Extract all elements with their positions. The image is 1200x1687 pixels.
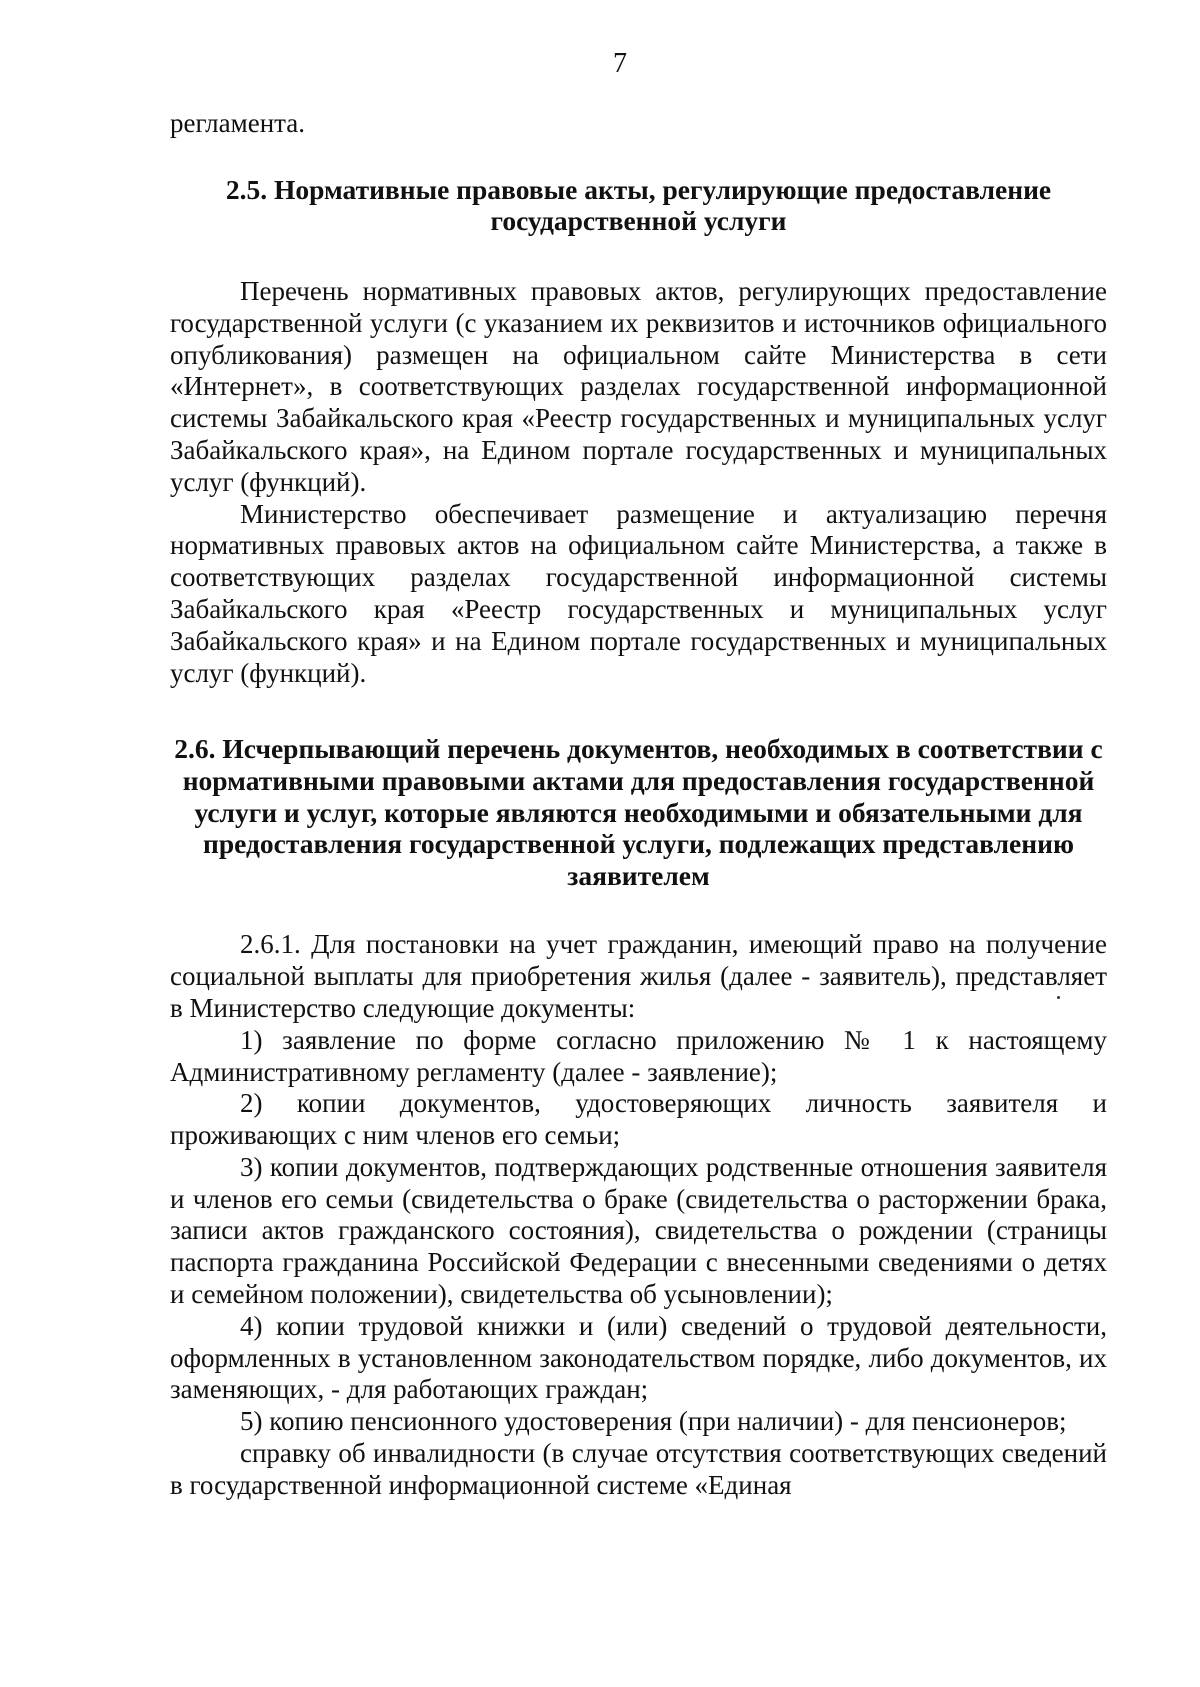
section-2-5-heading: 2.5. Нормативные правовые акты, регулирующие предоставление государственной услуги: [225, 173, 1052, 237]
list-item-3: 3) копии документов, подтверждающих родственные отношения заявителя и членов его семьи (свидетельства о браке (свидетельства о расторжении брака, записи актов гражданского состояния), свидетельства о рождении (страницы паспорта гражданина Российской Федерации с внесенными сведениями о детях и семейном положении), свидетельства об усыновлении);: [170, 1151, 1107, 1310]
list-item-2: 2) копии документов, удостоверяющих личность заявителя и проживающих с ним членов его семьи;: [170, 1088, 1107, 1151]
list-item-1: 1) заявление по форме согласно приложению № 1 к настоящему Административному регламенту (далее - заявление);: [170, 1024, 1107, 1087]
list-item-4: 4) копии трудовой книжки и (или) сведений о трудовой деятельности, оформленных в установленном законодательством порядке, либо документов, их заменяющих, - для работающих граждан;: [170, 1310, 1107, 1405]
section-2-5-paragraph: Перечень нормативных правовых актов, регулирующих предоставление государственной услуги (с указанием их реквизитов и источников официального опубликования) размещен на официальном сайте Министерства в сети «Интернет», в соответствующих разделах государственной информационной системы Забайкальского края «Реестр государственных и муниципальных услуг Забайкальского края», на Едином портале государственных и муниципальных услуг (функций).: [170, 275, 1107, 497]
section-2-6-heading: 2.6. Исчерпывающий перечень документов, необходимых в соответствии с нормативными правовыми актами для предоставления государственной услуги и услуг, которые являются необходимыми и обязательными для предоставления государственной услуги, подлежащих представлению заявителем: [174, 733, 1103, 891]
section-2-5-paragraph: Министерство обеспечивает размещение и актуализацию перечня нормативных правовых актов на официальном сайте Министерства, а также в соответствующих разделах государственной информационной системы Забайкальского края «Реестр государственных и муниципальных услуг Забайкальского края» и на Едином портале государственных и муниципальных услуг (функций).: [170, 498, 1107, 688]
document-body: [170, 108, 1107, 1502]
page-number: 7: [613, 48, 627, 79]
continuation-text: регламента.: [170, 108, 306, 138]
scan-dot-mark: [1057, 996, 1060, 999]
list-item-5: 5) копию пенсионного удостоверения (при наличии) - для пенсионеров;: [240, 1406, 1067, 1437]
section-2-6-paragraph: 2.6.1. Для постановки на учет гражданин, имеющий право на получение социальной выплаты для приобретения жилья (далее - заявитель), представляет в Министерство следующие документы:: [170, 929, 1107, 1023]
disability-certificate-paragraph: справку об инвалидности (в случае отсутствия соответствующих сведений в государственной информационной системе «Единая: [170, 1438, 1107, 1500]
